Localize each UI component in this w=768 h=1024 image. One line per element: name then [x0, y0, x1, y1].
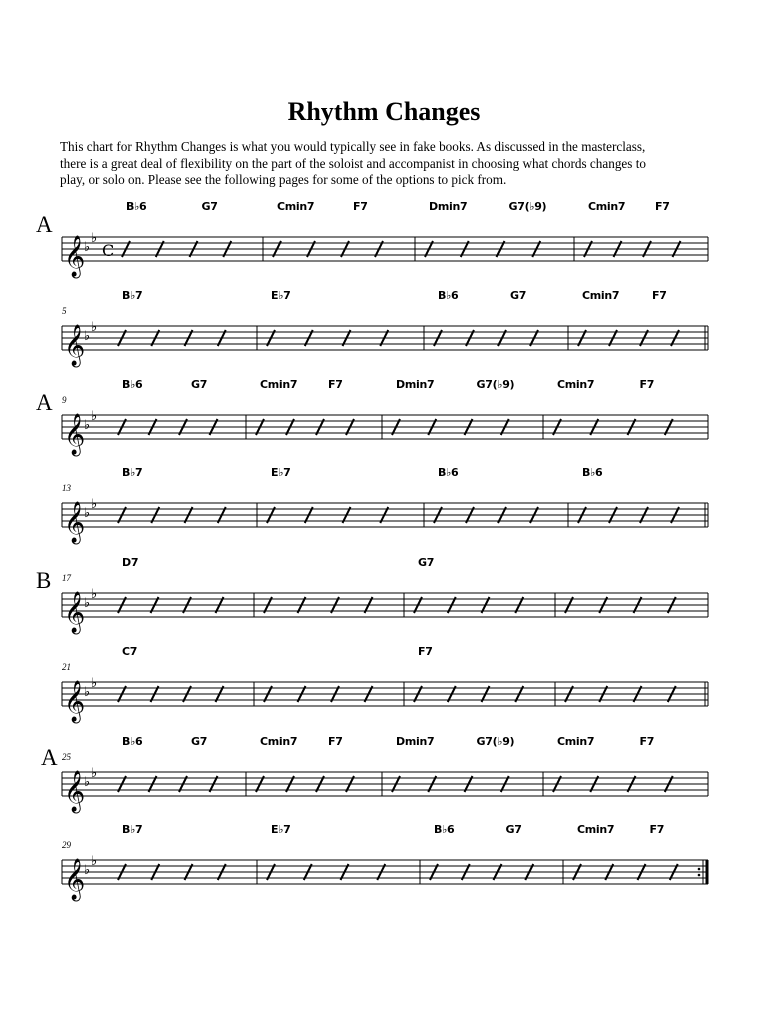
staff-system — [0, 823, 768, 923]
rehearsal-mark: A — [41, 745, 58, 770]
chord-symbol: G7(♭9) — [476, 735, 515, 748]
music-staff — [0, 765, 768, 825]
chord-symbol: Dmin7 — [429, 200, 468, 213]
page-title: Rhythm Changes — [287, 97, 481, 126]
chord-symbol: G7 — [418, 556, 435, 569]
flat-sign: ♭ — [91, 676, 98, 691]
chord-symbol: F7 — [328, 378, 343, 391]
chord-symbol: Cmin7 — [260, 378, 298, 391]
flat-sign: ♭ — [84, 418, 91, 433]
chord-symbol: B♭7 — [122, 466, 143, 479]
chord-symbol: F7 — [652, 289, 667, 302]
staff-system — [0, 200, 768, 300]
chord-symbol: E♭7 — [271, 823, 291, 836]
chord-symbol: B♭6 — [438, 289, 459, 302]
music-staff — [0, 319, 768, 379]
flat-sign: ♭ — [91, 587, 98, 602]
chord-symbol: G7 — [510, 289, 527, 302]
chord-symbol: Cmin7 — [277, 200, 315, 213]
chord-symbol: Cmin7 — [557, 735, 595, 748]
treble-clef: 𝄞 — [64, 325, 86, 366]
chord-symbol: F7 — [639, 735, 655, 748]
treble-clef: 𝄞 — [64, 592, 86, 633]
chord-symbol: Cmin7 — [588, 200, 626, 213]
treble-clef: 𝄞 — [64, 859, 86, 900]
chord-symbol: F7 — [639, 378, 655, 391]
chord-symbol: G7 — [191, 735, 208, 748]
music-staff — [0, 408, 768, 468]
measure-number: 13 — [62, 483, 71, 493]
chord-symbol: B♭6 — [434, 823, 455, 836]
chord-symbol: F7 — [418, 645, 433, 658]
music-staff — [0, 675, 768, 735]
staff-system — [0, 645, 768, 745]
chord-symbol: B♭7 — [122, 289, 143, 302]
chord-symbol: Dmin7 — [396, 378, 435, 391]
chord-symbol: B♭6 — [438, 466, 459, 479]
intro-line: This chart for Rhythm Changes is what you would typically see in fake books. As discussed in the masterclass, — [60, 139, 646, 154]
treble-clef: 𝄞 — [64, 502, 86, 543]
intro-line: play, or solo on. Please see the following pages for some of the options to pick from. — [60, 172, 507, 187]
chord-symbol: D7 — [122, 556, 139, 569]
chord-symbol: G7(♭9) — [476, 378, 515, 391]
repeat-dot — [698, 868, 701, 871]
intro-line: there is a great deal of flexibility on the part of the soloist and accompanist in choosing what chords changes to — [60, 155, 646, 171]
chord-symbol: C7 — [122, 645, 138, 658]
music-staff — [0, 230, 768, 290]
chord-symbol: F7 — [328, 735, 343, 748]
measure-number: 29 — [62, 840, 71, 850]
staff-system — [0, 378, 768, 478]
chord-symbol: B♭6 — [126, 200, 147, 213]
chord-symbol: B♭6 — [122, 378, 143, 391]
flat-sign: ♭ — [84, 506, 91, 521]
flat-sign: ♭ — [91, 231, 98, 246]
rehearsal-mark: A — [36, 212, 53, 237]
intro-paragraph — [60, 139, 720, 189]
chord-symbol: B♭6 — [582, 466, 603, 479]
chord-symbol: G7(♭9) — [508, 200, 547, 213]
chord-symbol: F7 — [353, 200, 368, 213]
chord-symbol: F7 — [649, 823, 665, 836]
flat-sign: ♭ — [84, 240, 91, 255]
chord-symbol: Cmin7 — [260, 735, 298, 748]
staff-system — [0, 289, 768, 389]
chord-symbol: E♭7 — [271, 466, 291, 479]
music-staff — [0, 853, 768, 913]
repeat-dot — [698, 874, 701, 877]
staff-system — [0, 466, 768, 566]
staff-system — [0, 556, 768, 656]
measure-number: 17 — [62, 573, 71, 583]
measure-number: 21 — [62, 662, 71, 672]
chord-symbol: E♭7 — [271, 289, 291, 302]
measure-number: 9 — [62, 395, 67, 405]
treble-clef: 𝄞 — [64, 681, 86, 722]
music-staff — [0, 496, 768, 556]
flat-sign: ♭ — [91, 320, 98, 335]
staff-system — [0, 735, 768, 835]
chord-symbol: Dmin7 — [396, 735, 435, 748]
chord-symbol: Cmin7 — [557, 378, 595, 391]
treble-clef: 𝄞 — [64, 414, 86, 455]
chord-symbol: B♭7 — [122, 823, 143, 836]
chord-symbol: F7 — [655, 200, 670, 213]
rehearsal-mark: A — [36, 390, 53, 415]
flat-sign: ♭ — [91, 766, 98, 781]
flat-sign: ♭ — [84, 863, 91, 878]
flat-sign: ♭ — [84, 329, 91, 344]
chord-symbol: G7 — [191, 378, 208, 391]
flat-sign: ♭ — [84, 685, 91, 700]
music-staff — [0, 586, 768, 646]
chord-symbol: Cmin7 — [582, 289, 620, 302]
measure-number: 25 — [62, 752, 71, 762]
chord-symbol: B♭6 — [122, 735, 143, 748]
chord-symbol: G7 — [505, 823, 522, 836]
flat-sign: ♭ — [84, 596, 91, 611]
chord-symbol: G7 — [201, 200, 218, 213]
treble-clef: 𝄞 — [64, 236, 86, 277]
treble-clef: 𝄞 — [64, 771, 86, 812]
flat-sign: ♭ — [91, 854, 98, 869]
flat-sign: ♭ — [91, 409, 98, 424]
rehearsal-mark: B — [36, 568, 52, 593]
chord-symbol: Cmin7 — [577, 823, 615, 836]
measure-number: 5 — [62, 306, 67, 316]
flat-sign: ♭ — [91, 497, 98, 512]
flat-sign: ♭ — [84, 775, 91, 790]
time-signature: C — [102, 241, 115, 260]
